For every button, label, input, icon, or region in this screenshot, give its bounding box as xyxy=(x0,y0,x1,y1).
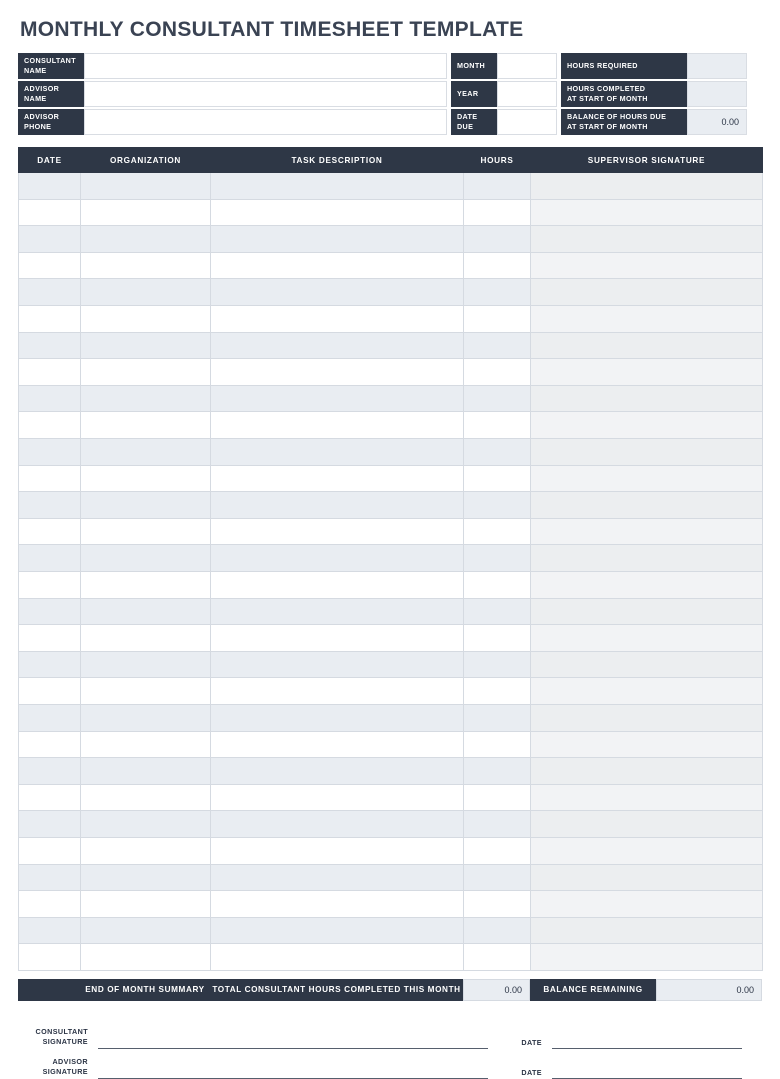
cell-signature[interactable] xyxy=(531,917,763,944)
header-middle-column xyxy=(451,53,557,137)
cell-task[interactable] xyxy=(211,518,464,545)
cell-date[interactable] xyxy=(19,837,81,864)
cell-organization[interactable] xyxy=(81,598,211,625)
cell-organization[interactable] xyxy=(81,492,211,519)
cell-hours[interactable] xyxy=(464,598,531,625)
consultant-name-label-line1: CONSULTANT xyxy=(24,56,76,66)
cell-hours[interactable] xyxy=(464,332,531,359)
cell-signature[interactable] xyxy=(531,252,763,279)
cell-hours[interactable] xyxy=(464,651,531,678)
cell-hours[interactable] xyxy=(464,572,531,599)
cell-organization[interactable] xyxy=(81,306,211,333)
cell-signature[interactable] xyxy=(531,412,763,439)
table-row xyxy=(19,678,763,705)
cell-task[interactable] xyxy=(211,332,464,359)
table-row xyxy=(19,199,763,226)
date-due-label xyxy=(451,109,497,135)
advisor-phone-label-line2: PHONE xyxy=(24,122,52,132)
table-row xyxy=(19,545,763,572)
cell-date[interactable] xyxy=(19,731,81,758)
table-row xyxy=(19,837,763,864)
month-label-line1: MONTH xyxy=(457,61,486,71)
date-due-label-line1: DATE xyxy=(457,112,478,122)
cell-hours[interactable] xyxy=(464,784,531,811)
table-row xyxy=(19,625,763,652)
cell-organization[interactable] xyxy=(81,704,211,731)
header-row-hours-required xyxy=(561,53,747,79)
cell-date[interactable] xyxy=(19,651,81,678)
cell-hours[interactable] xyxy=(464,439,531,466)
cell-date[interactable] xyxy=(19,332,81,359)
cell-task[interactable] xyxy=(211,385,464,412)
advisor-name-label xyxy=(18,81,84,107)
year-label xyxy=(451,81,497,107)
table-row xyxy=(19,226,763,253)
cell-organization[interactable] xyxy=(81,359,211,386)
advisor-signature-label-line1: ADVISOR xyxy=(52,1057,88,1067)
cell-hours[interactable] xyxy=(464,492,531,519)
cell-signature[interactable] xyxy=(531,837,763,864)
cell-organization[interactable] xyxy=(81,439,211,466)
table-row xyxy=(19,412,763,439)
cell-task[interactable] xyxy=(211,917,464,944)
table-row xyxy=(19,784,763,811)
cell-signature[interactable] xyxy=(531,545,763,572)
cell-organization[interactable] xyxy=(81,572,211,599)
cell-task[interactable] xyxy=(211,306,464,333)
cell-hours[interactable] xyxy=(464,518,531,545)
cell-hours[interactable] xyxy=(464,252,531,279)
advisor-phone-label-line1: ADVISOR xyxy=(24,112,60,122)
hours-required-label-line1: HOURS REQUIRED xyxy=(567,61,638,71)
table-row xyxy=(19,439,763,466)
cell-signature[interactable] xyxy=(531,811,763,838)
cell-hours[interactable] xyxy=(464,758,531,785)
cell-date[interactable] xyxy=(19,784,81,811)
cell-hours[interactable] xyxy=(464,385,531,412)
cell-task[interactable] xyxy=(211,572,464,599)
advisor-date-label: DATE xyxy=(521,1067,542,1077)
cell-organization[interactable] xyxy=(81,758,211,785)
cell-signature[interactable] xyxy=(531,598,763,625)
cell-hours[interactable] xyxy=(464,306,531,333)
cell-organization[interactable] xyxy=(81,465,211,492)
cell-signature[interactable] xyxy=(531,385,763,412)
table-body xyxy=(19,173,763,971)
cell-organization[interactable] xyxy=(81,279,211,306)
cell-signature[interactable] xyxy=(531,359,763,386)
cell-organization[interactable] xyxy=(81,784,211,811)
cell-signature[interactable] xyxy=(531,199,763,226)
header-row-hours-completed xyxy=(561,81,747,107)
cell-date[interactable] xyxy=(19,226,81,253)
table-row xyxy=(19,518,763,545)
cell-signature[interactable] xyxy=(531,944,763,971)
advisor-phone-input[interactable] xyxy=(84,109,447,135)
cell-date[interactable] xyxy=(19,811,81,838)
cell-date[interactable] xyxy=(19,944,81,971)
signature-area xyxy=(18,1019,762,1079)
consultant-date-label: DATE xyxy=(521,1037,542,1047)
cell-organization[interactable] xyxy=(81,651,211,678)
balance-due-value: 0.00 xyxy=(687,109,747,135)
cell-hours[interactable] xyxy=(464,625,531,652)
cell-signature[interactable] xyxy=(531,784,763,811)
cell-signature[interactable] xyxy=(531,572,763,599)
cell-date[interactable] xyxy=(19,678,81,705)
table-row xyxy=(19,492,763,519)
cell-signature[interactable] xyxy=(531,465,763,492)
cell-signature[interactable] xyxy=(531,439,763,466)
cell-date[interactable] xyxy=(19,758,81,785)
table-row xyxy=(19,811,763,838)
cell-signature[interactable] xyxy=(531,518,763,545)
cell-organization[interactable] xyxy=(81,412,211,439)
cell-organization[interactable] xyxy=(81,226,211,253)
cell-organization[interactable] xyxy=(81,917,211,944)
cell-date[interactable] xyxy=(19,412,81,439)
cell-signature[interactable] xyxy=(531,891,763,918)
table-row xyxy=(19,944,763,971)
header-row-month xyxy=(451,53,557,79)
consultant-signature-label xyxy=(18,1027,88,1048)
cell-organization[interactable] xyxy=(81,811,211,838)
cell-date[interactable] xyxy=(19,385,81,412)
month-input[interactable] xyxy=(497,53,557,79)
advisor-signature-label xyxy=(18,1057,88,1078)
cell-task[interactable] xyxy=(211,678,464,705)
header-row-date-due xyxy=(451,109,557,135)
cell-task[interactable] xyxy=(211,625,464,652)
month-label xyxy=(451,53,497,79)
cell-signature[interactable] xyxy=(531,678,763,705)
column-header-organization: ORGANIZATION xyxy=(81,148,211,173)
cell-organization[interactable] xyxy=(81,678,211,705)
table-row xyxy=(19,731,763,758)
cell-task[interactable] xyxy=(211,226,464,253)
balance-remaining-value: 0.00 xyxy=(656,979,762,1001)
advisor-signature-label-line2: SIGNATURE xyxy=(42,1067,88,1077)
table-row xyxy=(19,758,763,785)
summary-row xyxy=(18,979,762,1001)
header-info-block xyxy=(18,53,762,137)
cell-hours[interactable] xyxy=(464,811,531,838)
timesheet-table xyxy=(18,147,763,971)
table-row xyxy=(19,917,763,944)
cell-hours[interactable] xyxy=(464,864,531,891)
cell-task[interactable] xyxy=(211,598,464,625)
date-due-input[interactable] xyxy=(497,109,557,135)
balance-due-label-line2: AT START OF MONTH xyxy=(567,122,648,132)
column-header-date: DATE xyxy=(19,148,81,173)
hours-completed-label xyxy=(561,81,687,107)
consultant-name-input[interactable] xyxy=(84,53,447,79)
consultant-date-field[interactable] xyxy=(552,1032,742,1049)
advisor-phone-label xyxy=(18,109,84,135)
cell-signature[interactable] xyxy=(531,306,763,333)
cell-task[interactable] xyxy=(211,279,464,306)
cell-organization[interactable] xyxy=(81,625,211,652)
cell-date[interactable] xyxy=(19,545,81,572)
cell-signature[interactable] xyxy=(531,731,763,758)
cell-organization[interactable] xyxy=(81,385,211,412)
year-label-line1: YEAR xyxy=(457,89,479,99)
cell-date[interactable] xyxy=(19,625,81,652)
consultant-signature-row xyxy=(18,1019,762,1049)
cell-task[interactable] xyxy=(211,784,464,811)
cell-organization[interactable] xyxy=(81,944,211,971)
consultant-name-label-line2: NAME xyxy=(24,66,47,76)
cell-signature[interactable] xyxy=(531,758,763,785)
table-row xyxy=(19,359,763,386)
consultant-signature-field[interactable] xyxy=(98,1032,488,1049)
cell-date[interactable] xyxy=(19,704,81,731)
cell-task[interactable] xyxy=(211,651,464,678)
cell-signature[interactable] xyxy=(531,704,763,731)
advisor-name-label-line2: NAME xyxy=(24,94,47,104)
cell-date[interactable] xyxy=(19,891,81,918)
advisor-signature-row xyxy=(18,1049,762,1079)
cell-date[interactable] xyxy=(19,917,81,944)
balance-remaining-label: BALANCE REMAINING xyxy=(530,979,656,1001)
cell-hours[interactable] xyxy=(464,917,531,944)
table-row xyxy=(19,465,763,492)
column-header-task-description: TASK DESCRIPTION xyxy=(211,148,464,173)
cell-task[interactable] xyxy=(211,492,464,519)
end-of-month-summary-label: END OF MONTH SUMMARY xyxy=(80,979,210,1001)
cell-date[interactable] xyxy=(19,173,81,200)
cell-hours[interactable] xyxy=(464,891,531,918)
cell-task[interactable] xyxy=(211,252,464,279)
cell-organization[interactable] xyxy=(81,173,211,200)
hours-completed-label-line1: HOURS COMPLETED xyxy=(567,84,646,94)
cell-signature[interactable] xyxy=(531,625,763,652)
cell-hours[interactable] xyxy=(464,678,531,705)
hours-completed-value[interactable] xyxy=(687,81,747,107)
cell-date[interactable] xyxy=(19,864,81,891)
table-row xyxy=(19,173,763,200)
page-title: MONTHLY CONSULTANT TIMESHEET TEMPLATE xyxy=(20,18,524,41)
cell-organization[interactable] xyxy=(81,199,211,226)
date-due-label-line2: DUE xyxy=(457,122,474,132)
cell-task[interactable] xyxy=(211,864,464,891)
cell-date[interactable] xyxy=(19,439,81,466)
cell-organization[interactable] xyxy=(81,518,211,545)
cell-date[interactable] xyxy=(19,598,81,625)
cell-organization[interactable] xyxy=(81,731,211,758)
cell-date[interactable] xyxy=(19,518,81,545)
cell-hours[interactable] xyxy=(464,731,531,758)
cell-hours[interactable] xyxy=(464,837,531,864)
cell-task[interactable] xyxy=(211,439,464,466)
summary-spacer xyxy=(18,979,80,1001)
total-hours-value: 0.00 xyxy=(463,979,530,1001)
cell-task[interactable] xyxy=(211,199,464,226)
header-left-column xyxy=(18,53,447,137)
cell-task[interactable] xyxy=(211,545,464,572)
cell-task[interactable] xyxy=(211,891,464,918)
cell-signature[interactable] xyxy=(531,492,763,519)
advisor-name-input[interactable] xyxy=(84,81,447,107)
cell-date[interactable] xyxy=(19,359,81,386)
cell-hours[interactable] xyxy=(464,465,531,492)
cell-signature[interactable] xyxy=(531,864,763,891)
table-row xyxy=(19,252,763,279)
cell-date[interactable] xyxy=(19,492,81,519)
cell-hours[interactable] xyxy=(464,173,531,200)
table-header-row xyxy=(19,148,763,173)
cell-hours[interactable] xyxy=(464,944,531,971)
column-header-supervisor-signature: SUPERVISOR SIGNATURE xyxy=(531,148,763,173)
cell-task[interactable] xyxy=(211,837,464,864)
table-row xyxy=(19,306,763,333)
cell-organization[interactable] xyxy=(81,837,211,864)
table-row xyxy=(19,572,763,599)
consultant-name-label xyxy=(18,53,84,79)
year-input[interactable] xyxy=(497,81,557,107)
cell-hours[interactable] xyxy=(464,226,531,253)
table-row xyxy=(19,891,763,918)
table-row xyxy=(19,385,763,412)
cell-task[interactable] xyxy=(211,944,464,971)
cell-task[interactable] xyxy=(211,704,464,731)
cell-signature[interactable] xyxy=(531,332,763,359)
cell-task[interactable] xyxy=(211,412,464,439)
cell-organization[interactable] xyxy=(81,864,211,891)
advisor-date-field[interactable] xyxy=(552,1062,742,1079)
table-row xyxy=(19,598,763,625)
cell-hours[interactable] xyxy=(464,199,531,226)
balance-due-label-line1: BALANCE OF HOURS DUE xyxy=(567,112,667,122)
cell-organization[interactable] xyxy=(81,891,211,918)
cell-organization[interactable] xyxy=(81,252,211,279)
column-header-hours: HOURS xyxy=(464,148,531,173)
cell-signature[interactable] xyxy=(531,226,763,253)
cell-organization[interactable] xyxy=(81,332,211,359)
total-hours-label: TOTAL CONSULTANT HOURS COMPLETED THIS MONTH xyxy=(210,979,463,1001)
consultant-signature-label-line2: SIGNATURE xyxy=(42,1037,88,1047)
cell-hours[interactable] xyxy=(464,279,531,306)
cell-signature[interactable] xyxy=(531,173,763,200)
header-row-year xyxy=(451,81,557,107)
cell-task[interactable] xyxy=(211,173,464,200)
header-row-consultant-name xyxy=(18,53,447,79)
advisor-signature-field[interactable] xyxy=(98,1062,488,1079)
cell-task[interactable] xyxy=(211,465,464,492)
header-row-advisor-phone xyxy=(18,109,447,135)
table-row xyxy=(19,651,763,678)
header-right-column xyxy=(561,53,747,137)
cell-task[interactable] xyxy=(211,731,464,758)
advisor-name-label-line1: ADVISOR xyxy=(24,84,60,94)
hours-required-label xyxy=(561,53,687,79)
cell-task[interactable] xyxy=(211,359,464,386)
cell-date[interactable] xyxy=(19,252,81,279)
cell-hours[interactable] xyxy=(464,704,531,731)
balance-due-label xyxy=(561,109,687,135)
table-row xyxy=(19,864,763,891)
cell-hours[interactable] xyxy=(464,412,531,439)
cell-date[interactable] xyxy=(19,306,81,333)
cell-task[interactable] xyxy=(211,811,464,838)
header-row-advisor-name xyxy=(18,81,447,107)
cell-date[interactable] xyxy=(19,572,81,599)
cell-signature[interactable] xyxy=(531,279,763,306)
table-row xyxy=(19,332,763,359)
table-row xyxy=(19,704,763,731)
cell-signature[interactable] xyxy=(531,651,763,678)
cell-task[interactable] xyxy=(211,758,464,785)
consultant-signature-label-line1: CONSULTANT xyxy=(35,1027,88,1037)
cell-date[interactable] xyxy=(19,465,81,492)
cell-organization[interactable] xyxy=(81,545,211,572)
cell-hours[interactable] xyxy=(464,545,531,572)
hours-completed-label-line2: AT START OF MONTH xyxy=(567,94,648,104)
cell-date[interactable] xyxy=(19,199,81,226)
header-row-balance-due xyxy=(561,109,747,135)
table-row xyxy=(19,279,763,306)
cell-date[interactable] xyxy=(19,279,81,306)
hours-required-value[interactable] xyxy=(687,53,747,79)
cell-hours[interactable] xyxy=(464,359,531,386)
